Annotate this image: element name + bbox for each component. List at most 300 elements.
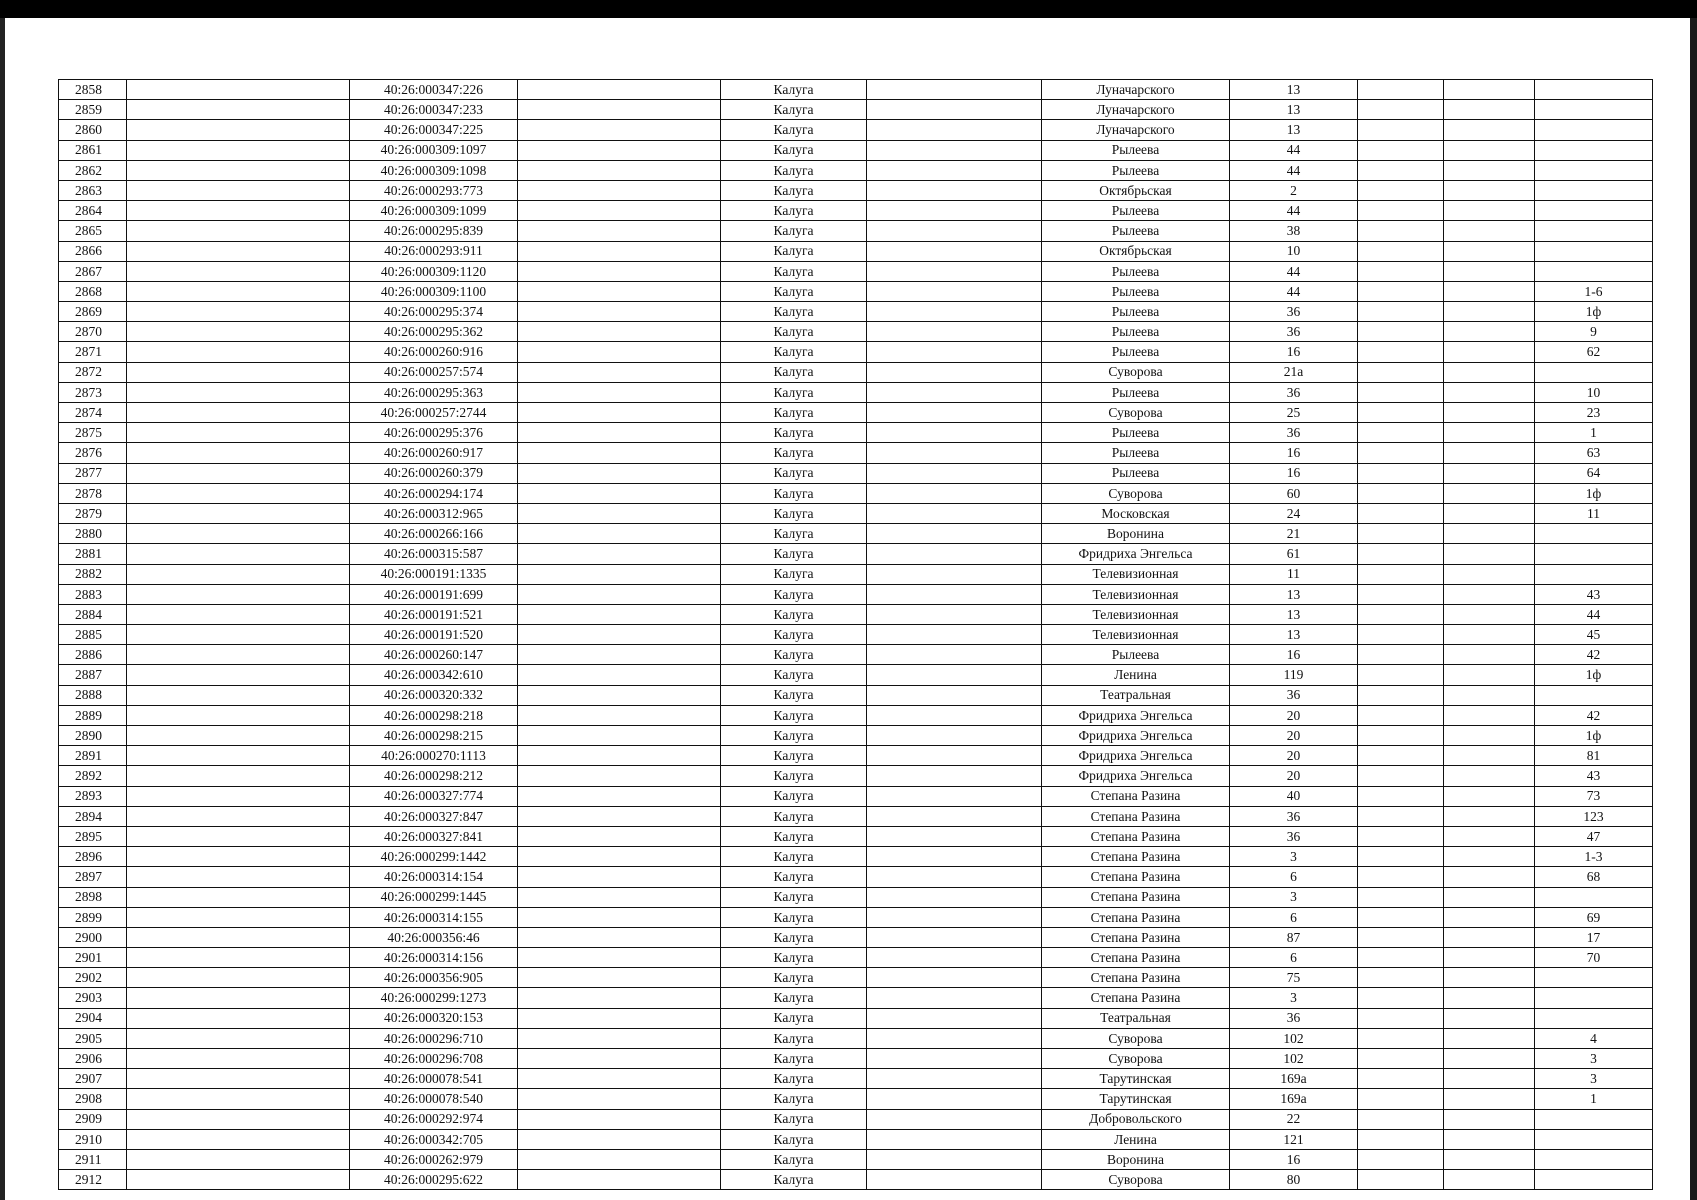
cadastral-number-cell: 40:26:000191:520 [350, 625, 518, 645]
apartment-cell: 81 [1535, 746, 1653, 766]
house-number-cell: 10 [1230, 241, 1358, 261]
empty-cell [867, 261, 1042, 281]
empty-cell [1444, 826, 1535, 846]
city-cell: Калуга [721, 80, 867, 100]
empty-cell [1444, 302, 1535, 322]
empty-cell [127, 907, 350, 927]
empty-cell [1358, 423, 1444, 443]
street-cell: Степана Разина [1042, 786, 1230, 806]
city-cell: Калуга [721, 705, 867, 725]
apartment-cell: 44 [1535, 604, 1653, 624]
row-number-cell: 2868 [59, 281, 127, 301]
cadastral-number-cell: 40:26:000295:362 [350, 322, 518, 342]
street-cell: Ленина [1042, 1129, 1230, 1149]
apartment-cell [1535, 1109, 1653, 1129]
empty-cell [867, 382, 1042, 402]
table-row [59, 584, 1653, 604]
cadastral-number-cell: 40:26:000260:916 [350, 342, 518, 362]
empty-cell [518, 281, 721, 301]
empty-cell [127, 564, 350, 584]
empty-cell [127, 1149, 350, 1169]
house-number-cell: 36 [1230, 382, 1358, 402]
empty-cell [518, 1149, 721, 1169]
empty-cell [127, 1129, 350, 1149]
row-number-cell: 2864 [59, 201, 127, 221]
table-row [59, 705, 1653, 725]
row-number-cell: 2906 [59, 1049, 127, 1069]
empty-cell [1444, 403, 1535, 423]
cadastral-number-cell: 40:26:000295:622 [350, 1170, 518, 1190]
empty-cell [867, 867, 1042, 887]
empty-cell [127, 1069, 350, 1089]
street-cell: Тарутинская [1042, 1089, 1230, 1109]
street-cell: Фридриха Энгельса [1042, 746, 1230, 766]
city-cell: Калуга [721, 1149, 867, 1169]
apartment-cell [1535, 362, 1653, 382]
apartment-cell [1535, 120, 1653, 140]
table-row [59, 826, 1653, 846]
cadastral-number-cell: 40:26:000191:521 [350, 604, 518, 624]
row-number-cell: 2898 [59, 887, 127, 907]
street-cell: Октябрьская [1042, 180, 1230, 200]
cadastral-number-cell: 40:26:000314:156 [350, 948, 518, 968]
row-number-cell: 2865 [59, 221, 127, 241]
empty-cell [1358, 907, 1444, 927]
apartment-cell: 73 [1535, 786, 1653, 806]
empty-cell [127, 948, 350, 968]
empty-cell [867, 584, 1042, 604]
empty-cell [127, 302, 350, 322]
scan-right-edge [1690, 18, 1697, 1200]
city-cell: Калуга [721, 201, 867, 221]
empty-cell [1358, 100, 1444, 120]
apartment-cell: 62 [1535, 342, 1653, 362]
empty-cell [127, 968, 350, 988]
empty-cell [1444, 322, 1535, 342]
apartment-cell: 43 [1535, 766, 1653, 786]
empty-cell [1358, 988, 1444, 1008]
street-cell: Рылеева [1042, 140, 1230, 160]
empty-cell [1358, 806, 1444, 826]
table-row [59, 847, 1653, 867]
empty-cell [518, 160, 721, 180]
empty-cell [127, 685, 350, 705]
empty-cell [867, 1089, 1042, 1109]
house-number-cell: 169а [1230, 1069, 1358, 1089]
table-row [59, 221, 1653, 241]
apartment-cell: 45 [1535, 625, 1653, 645]
street-cell: Рылеева [1042, 463, 1230, 483]
empty-cell [518, 1069, 721, 1089]
empty-cell [127, 847, 350, 867]
house-number-cell: 13 [1230, 604, 1358, 624]
cadastral-number-cell: 40:26:000191:699 [350, 584, 518, 604]
city-cell: Калуга [721, 342, 867, 362]
row-number-cell: 2903 [59, 988, 127, 1008]
empty-cell [1358, 564, 1444, 584]
empty-cell [1358, 786, 1444, 806]
empty-cell [1358, 180, 1444, 200]
row-number-cell: 2894 [59, 806, 127, 826]
city-cell: Калуга [721, 1049, 867, 1069]
city-cell: Калуга [721, 483, 867, 503]
row-number-cell: 2900 [59, 927, 127, 947]
cadastral-number-cell: 40:26:000257:574 [350, 362, 518, 382]
empty-cell [127, 1089, 350, 1109]
empty-cell [518, 382, 721, 402]
street-cell: Суворова [1042, 403, 1230, 423]
empty-cell [867, 887, 1042, 907]
street-cell: Рылеева [1042, 322, 1230, 342]
empty-cell [867, 1049, 1042, 1069]
empty-cell [518, 1008, 721, 1028]
empty-cell [127, 544, 350, 564]
apartment-cell [1535, 564, 1653, 584]
street-cell: Степана Разина [1042, 826, 1230, 846]
cadastral-number-cell: 40:26:000347:225 [350, 120, 518, 140]
city-cell: Калуга [721, 1129, 867, 1149]
city-cell: Калуга [721, 826, 867, 846]
empty-cell [1358, 281, 1444, 301]
cadastral-number-cell: 40:26:000327:847 [350, 806, 518, 826]
empty-cell [518, 645, 721, 665]
empty-cell [867, 1028, 1042, 1048]
empty-cell [1444, 180, 1535, 200]
empty-cell [1444, 544, 1535, 564]
empty-cell [867, 766, 1042, 786]
empty-cell [1358, 887, 1444, 907]
empty-cell [1444, 625, 1535, 645]
apartment-cell: 1ф [1535, 665, 1653, 685]
house-number-cell: 6 [1230, 948, 1358, 968]
city-cell: Калуга [721, 847, 867, 867]
empty-cell [127, 766, 350, 786]
empty-cell [1444, 1089, 1535, 1109]
row-number-cell: 2889 [59, 705, 127, 725]
empty-cell [518, 726, 721, 746]
street-cell: Степана Разина [1042, 988, 1230, 1008]
empty-cell [867, 100, 1042, 120]
empty-cell [867, 948, 1042, 968]
empty-cell [867, 1109, 1042, 1129]
city-cell: Калуга [721, 604, 867, 624]
row-number-cell: 2862 [59, 160, 127, 180]
table-row [59, 1008, 1653, 1028]
empty-cell [1444, 1069, 1535, 1089]
street-cell: Фридриха Энгельса [1042, 766, 1230, 786]
empty-cell [518, 1028, 721, 1048]
empty-cell [1358, 362, 1444, 382]
apartment-cell: 42 [1535, 645, 1653, 665]
cadastral-number-cell: 40:26:000262:979 [350, 1149, 518, 1169]
row-number-cell: 2867 [59, 261, 127, 281]
city-cell: Калуга [721, 281, 867, 301]
table-row [59, 362, 1653, 382]
cadastral-number-cell: 40:26:000299:1442 [350, 847, 518, 867]
empty-cell [127, 261, 350, 281]
empty-cell [867, 806, 1042, 826]
table-row [59, 322, 1653, 342]
table-row [59, 503, 1653, 523]
row-number-cell: 2909 [59, 1109, 127, 1129]
empty-cell [1444, 463, 1535, 483]
house-number-cell: 36 [1230, 806, 1358, 826]
house-number-cell: 3 [1230, 887, 1358, 907]
house-number-cell: 24 [1230, 503, 1358, 523]
house-number-cell: 16 [1230, 463, 1358, 483]
city-cell: Калуга [721, 988, 867, 1008]
empty-cell [518, 443, 721, 463]
table-row [59, 160, 1653, 180]
table-row [59, 806, 1653, 826]
cadastral-number-cell: 40:26:000298:212 [350, 766, 518, 786]
table-row [59, 302, 1653, 322]
city-cell: Калуга [721, 140, 867, 160]
row-number-cell: 2912 [59, 1170, 127, 1190]
apartment-cell: 1ф [1535, 302, 1653, 322]
apartment-cell: 123 [1535, 806, 1653, 826]
empty-cell [518, 746, 721, 766]
empty-cell [867, 302, 1042, 322]
empty-cell [518, 968, 721, 988]
empty-cell [1444, 201, 1535, 221]
row-number-cell: 2879 [59, 503, 127, 523]
street-cell: Рылеева [1042, 302, 1230, 322]
row-number-cell: 2905 [59, 1028, 127, 1048]
empty-cell [1358, 261, 1444, 281]
empty-cell [1444, 847, 1535, 867]
table-row [59, 685, 1653, 705]
empty-cell [867, 120, 1042, 140]
empty-cell [518, 907, 721, 927]
house-number-cell: 121 [1230, 1129, 1358, 1149]
cadastral-number-cell: 40:26:000293:911 [350, 241, 518, 261]
empty-cell [1358, 665, 1444, 685]
empty-cell [1444, 927, 1535, 947]
empty-cell [867, 524, 1042, 544]
empty-cell [867, 221, 1042, 241]
street-cell: Телевизионная [1042, 625, 1230, 645]
empty-cell [518, 201, 721, 221]
empty-cell [1358, 1089, 1444, 1109]
row-number-cell: 2904 [59, 1008, 127, 1028]
house-number-cell: 44 [1230, 201, 1358, 221]
apartment-cell: 1-6 [1535, 281, 1653, 301]
apartment-cell: 1 [1535, 423, 1653, 443]
empty-cell [518, 423, 721, 443]
table-row [59, 443, 1653, 463]
table-row [59, 1109, 1653, 1129]
empty-cell [1444, 100, 1535, 120]
apartment-cell: 9 [1535, 322, 1653, 342]
row-number-cell: 2888 [59, 685, 127, 705]
city-cell: Калуга [721, 322, 867, 342]
empty-cell [518, 503, 721, 523]
city-cell: Калуга [721, 968, 867, 988]
city-cell: Калуга [721, 564, 867, 584]
empty-cell [1444, 584, 1535, 604]
empty-cell [867, 1008, 1042, 1028]
row-number-cell: 2875 [59, 423, 127, 443]
apartment-cell: 70 [1535, 948, 1653, 968]
empty-cell [1444, 241, 1535, 261]
cadastral-number-cell: 40:26:000314:154 [350, 867, 518, 887]
row-number-cell: 2910 [59, 1129, 127, 1149]
empty-cell [867, 443, 1042, 463]
table-row [59, 463, 1653, 483]
row-number-cell: 2858 [59, 80, 127, 100]
apartment-cell [1535, 261, 1653, 281]
house-number-cell: 16 [1230, 342, 1358, 362]
cadastral-number-cell: 40:26:000312:965 [350, 503, 518, 523]
city-cell: Калуга [721, 503, 867, 523]
city-cell: Калуга [721, 1089, 867, 1109]
cadastral-number-cell: 40:26:000309:1097 [350, 140, 518, 160]
empty-cell [518, 625, 721, 645]
table-row [59, 625, 1653, 645]
empty-cell [127, 927, 350, 947]
row-number-cell: 2893 [59, 786, 127, 806]
empty-cell [518, 1129, 721, 1149]
city-cell: Калуга [721, 625, 867, 645]
empty-cell [518, 180, 721, 200]
empty-cell [1358, 201, 1444, 221]
row-number-cell: 2876 [59, 443, 127, 463]
empty-cell [867, 342, 1042, 362]
empty-cell [518, 665, 721, 685]
table-row [59, 524, 1653, 544]
empty-cell [1444, 362, 1535, 382]
empty-cell [518, 766, 721, 786]
empty-cell [127, 483, 350, 503]
empty-cell [1444, 685, 1535, 705]
cadastral-number-cell: 40:26:000260:147 [350, 645, 518, 665]
table-row [59, 564, 1653, 584]
cadastral-number-cell: 40:26:000257:2744 [350, 403, 518, 423]
street-cell: Октябрьская [1042, 241, 1230, 261]
empty-cell [1444, 887, 1535, 907]
empty-cell [1444, 786, 1535, 806]
empty-cell [1358, 685, 1444, 705]
apartment-cell [1535, 160, 1653, 180]
cadastral-number-cell: 40:26:000309:1120 [350, 261, 518, 281]
house-number-cell: 20 [1230, 746, 1358, 766]
empty-cell [1444, 1129, 1535, 1149]
empty-cell [127, 625, 350, 645]
row-number-cell: 2863 [59, 180, 127, 200]
cadastral-number-cell: 40:26:000295:374 [350, 302, 518, 322]
street-cell: Степана Разина [1042, 806, 1230, 826]
empty-cell [867, 665, 1042, 685]
empty-cell [1358, 726, 1444, 746]
city-cell: Калуга [721, 584, 867, 604]
empty-cell [1444, 483, 1535, 503]
cadastral-number-cell: 40:26:000270:1113 [350, 746, 518, 766]
row-number-cell: 2908 [59, 1089, 127, 1109]
apartment-cell [1535, 100, 1653, 120]
empty-cell [127, 382, 350, 402]
street-cell: Луначарского [1042, 120, 1230, 140]
empty-cell [127, 342, 350, 362]
empty-cell [518, 927, 721, 947]
empty-cell [518, 1049, 721, 1069]
apartment-cell [1535, 1008, 1653, 1028]
house-number-cell: 169а [1230, 1089, 1358, 1109]
empty-cell [127, 281, 350, 301]
empty-cell [1358, 1049, 1444, 1069]
house-number-cell: 44 [1230, 261, 1358, 281]
scan-top-border [0, 0, 1697, 18]
empty-cell [518, 342, 721, 362]
empty-cell [127, 120, 350, 140]
table-row [59, 786, 1653, 806]
empty-cell [1358, 847, 1444, 867]
city-cell: Калуга [721, 241, 867, 261]
empty-cell [518, 584, 721, 604]
cadastral-number-cell: 40:26:000315:587 [350, 544, 518, 564]
empty-cell [1358, 705, 1444, 725]
empty-cell [127, 988, 350, 1008]
row-number-cell: 2881 [59, 544, 127, 564]
table-row [59, 968, 1653, 988]
empty-cell [518, 241, 721, 261]
cadastral-number-cell: 40:26:000299:1445 [350, 887, 518, 907]
row-number-cell: 2882 [59, 564, 127, 584]
empty-cell [127, 887, 350, 907]
table-row [59, 1028, 1653, 1048]
empty-cell [1444, 1049, 1535, 1069]
apartment-cell: 1ф [1535, 726, 1653, 746]
empty-cell [127, 806, 350, 826]
cadastral-number-cell: 40:26:000356:46 [350, 927, 518, 947]
street-cell: Степана Разина [1042, 968, 1230, 988]
empty-cell [867, 322, 1042, 342]
empty-cell [1358, 503, 1444, 523]
empty-cell [1444, 968, 1535, 988]
apartment-cell [1535, 201, 1653, 221]
city-cell: Калуга [721, 261, 867, 281]
empty-cell [1444, 665, 1535, 685]
house-number-cell: 20 [1230, 726, 1358, 746]
empty-cell [867, 423, 1042, 443]
cadastral-number-cell: 40:26:000296:708 [350, 1049, 518, 1069]
city-cell: Калуга [721, 443, 867, 463]
apartment-cell: 1-3 [1535, 847, 1653, 867]
cadastral-number-cell: 40:26:000327:841 [350, 826, 518, 846]
city-cell: Калуга [721, 302, 867, 322]
table-row [59, 988, 1653, 1008]
cadastral-number-cell: 40:26:000320:153 [350, 1008, 518, 1028]
empty-cell [127, 423, 350, 443]
empty-cell [1444, 726, 1535, 746]
apartment-cell [1535, 241, 1653, 261]
house-number-cell: 119 [1230, 665, 1358, 685]
cadastral-number-cell: 40:26:000309:1098 [350, 160, 518, 180]
apartment-cell: 63 [1535, 443, 1653, 463]
house-number-cell: 16 [1230, 443, 1358, 463]
table-row [59, 261, 1653, 281]
house-number-cell: 44 [1230, 140, 1358, 160]
empty-cell [1444, 140, 1535, 160]
house-number-cell: 60 [1230, 483, 1358, 503]
street-cell: Фридриха Энгельса [1042, 544, 1230, 564]
house-number-cell: 25 [1230, 403, 1358, 423]
house-number-cell: 36 [1230, 1008, 1358, 1028]
empty-cell [127, 180, 350, 200]
row-number-cell: 2895 [59, 826, 127, 846]
cadastral-number-cell: 40:26:000298:215 [350, 726, 518, 746]
cadastral-number-cell: 40:26:000191:1335 [350, 564, 518, 584]
